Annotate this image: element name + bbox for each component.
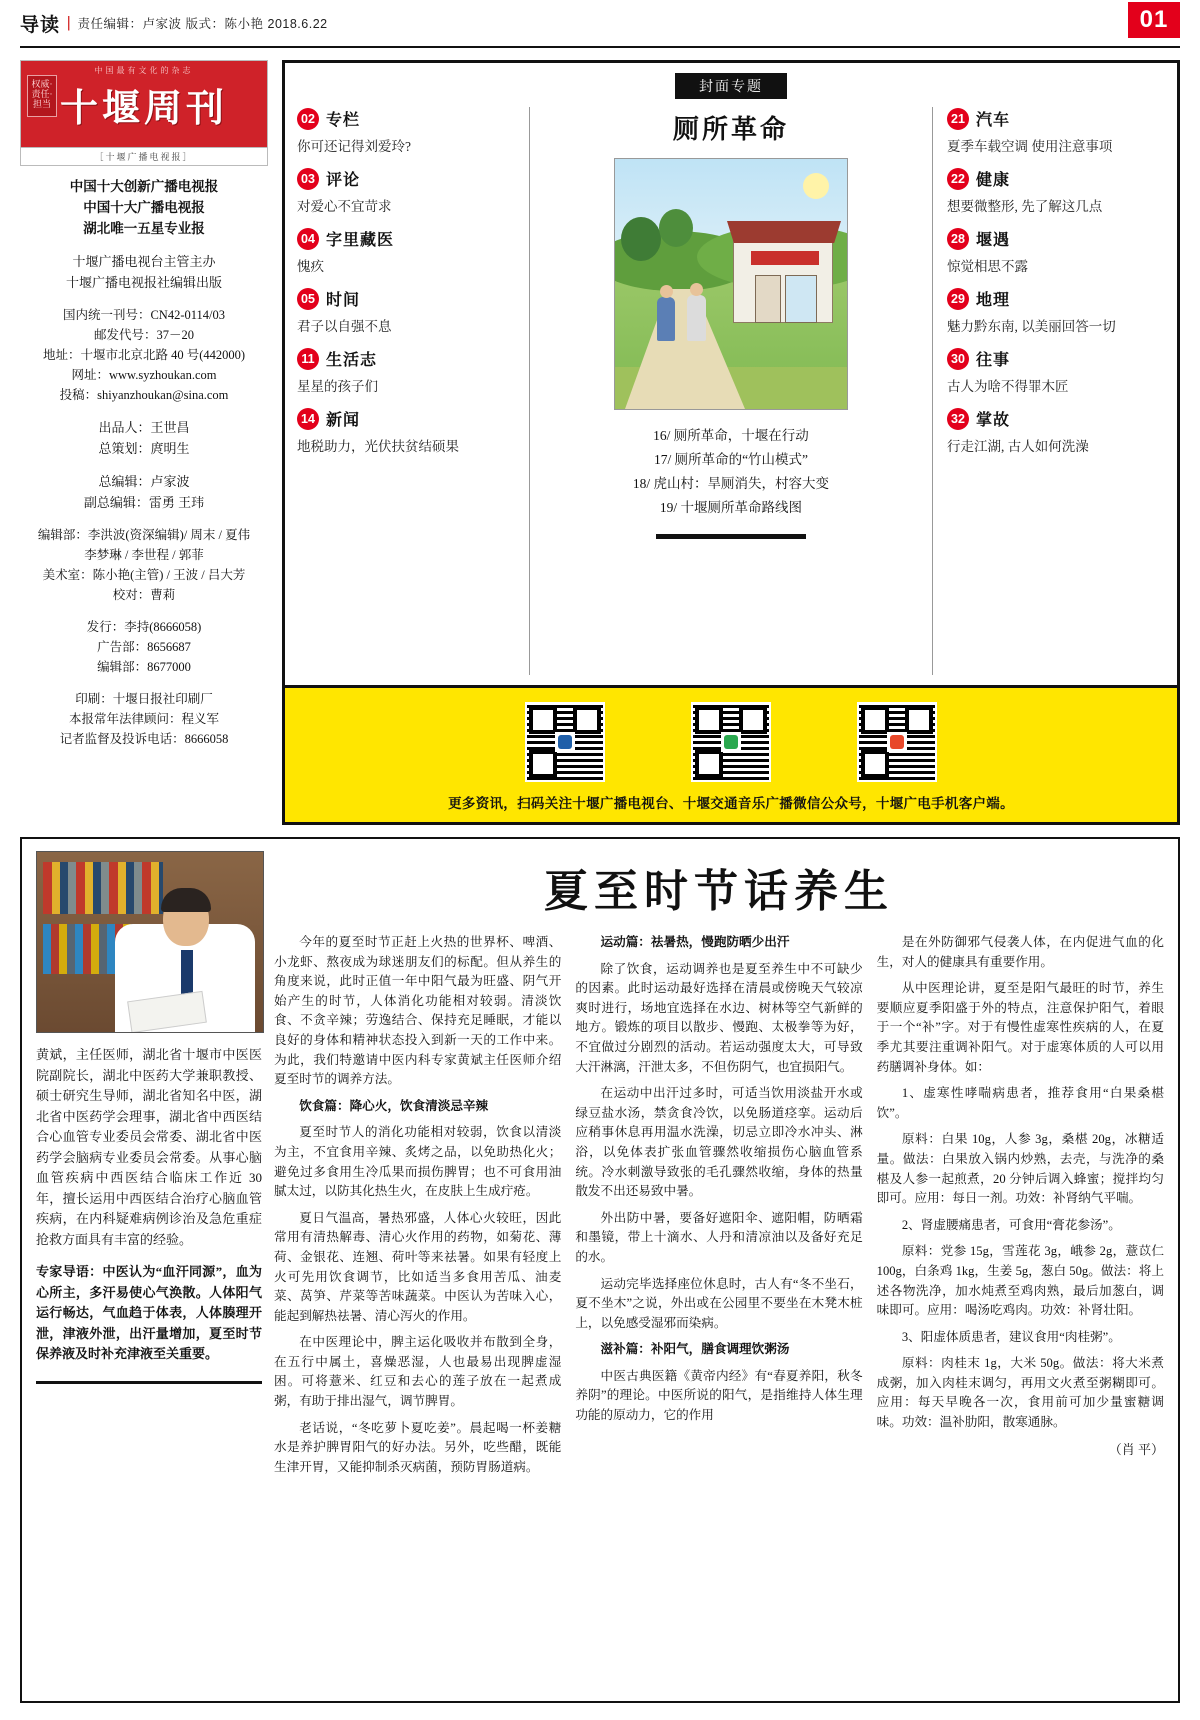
toc-description: 对爱心不宜苛求 xyxy=(297,199,392,214)
header-credits: 责任编辑：卢家波 版式：陈小艳 2018.6.22 xyxy=(77,17,328,31)
feature-article xyxy=(20,837,1180,1703)
contents-left-column xyxy=(297,107,529,675)
meta-line-website: 网址：www.syzhoukan.com xyxy=(71,368,217,382)
toc-entry-head xyxy=(297,107,519,130)
qr-promo-band xyxy=(285,685,1177,822)
page-header xyxy=(20,0,1180,48)
toc-entry-head xyxy=(297,287,519,310)
toc-entry-head xyxy=(297,167,519,190)
expert-bio-column xyxy=(36,851,262,1689)
toc-category: 掌故 xyxy=(976,412,1011,429)
article-column-2 xyxy=(575,933,862,1689)
toc-entry[interactable] xyxy=(947,287,1155,336)
qr-finder-icon xyxy=(695,706,723,734)
magazine-logo xyxy=(20,60,268,148)
toc-category: 专栏 xyxy=(326,112,361,129)
article-paragraph: 是在外防御邪气侵袭人体，在内促进气血的化生，对人的健康具有重要作用。 xyxy=(876,935,1164,969)
toc-entry-head xyxy=(297,347,519,370)
award-item: 中国十大创新广播电视报 xyxy=(69,179,219,194)
article-subheading: 滋补篇：补阳气，膳食调理饮粥汤 xyxy=(600,1342,790,1357)
qr-finder-icon xyxy=(861,750,889,778)
qr-finder-icon xyxy=(529,750,557,778)
article-columns xyxy=(274,933,1164,1689)
meta-line-email: 投稿：shiyanzhoukan@sina.com xyxy=(59,388,229,402)
toc-description: 星星的孩子们 xyxy=(297,379,378,394)
publisher-line: 十堰广播电视报社编辑出版 xyxy=(65,275,222,290)
article-paragraph: 中医古典医籍《黄帝内经》有“春夏养阳，秋冬养阴”的理论。中医所说的阳气，是指维持人体生理功能的原动力，它的作用 xyxy=(575,1368,863,1423)
person-head xyxy=(690,283,703,296)
contact-list xyxy=(20,617,268,677)
toc-category: 健康 xyxy=(976,172,1011,189)
staff-line: 编辑部：李洪波(资深编辑)/ 周末 / 夏伟 xyxy=(37,528,251,542)
leadership-line: 出品人：王世昌 xyxy=(98,420,190,435)
toc-description: 古人为啥不得罪木匠 xyxy=(947,379,1069,394)
qr-logo-icon xyxy=(555,732,575,752)
contents-right-column xyxy=(933,107,1165,675)
sun-icon xyxy=(803,173,829,199)
article-paragraph: 夏日气温高，暑热邪盛，人体心火较旺，因此常用有清热解毒、清心火作用的药物，如菊花、薄荷、金银花、连翘、荷叶等来祛暑。如果有轻度上火可先用饮食调节，比如适当多食用苦瓜、油麦菜、莴笋、芹菜等苦味蔬菜。中医认为苦味入心，能起到解热祛暑、清心泻火的作用。 xyxy=(274,1210,562,1323)
toc-entry[interactable] xyxy=(947,407,1155,456)
toc-description: 地税助力，光伏扶贫结硕果 xyxy=(297,439,459,454)
toc-category: 汽车 xyxy=(976,112,1011,129)
toc-entry[interactable] xyxy=(947,167,1155,216)
toc-category: 字里藏医 xyxy=(326,232,395,249)
decorative-rule xyxy=(656,534,806,539)
toc-description: 惊觉相思不露 xyxy=(947,259,1028,274)
article-paragraph: 原料：白果 10g，人参 3g，桑椹 20g，冰糖适量。做法：白果放入锅内炒熟，去壳，与洗净的桑椹及人参一起煎煮，20 分钟后调入蜂蜜；搅拌均匀即可。应用：每日一剂。功效：补肾纳气平喘。 xyxy=(876,1132,1164,1206)
toc-entry[interactable] xyxy=(947,227,1155,276)
article-column-3 xyxy=(877,933,1164,1689)
toilet-building xyxy=(733,237,833,323)
article-paragraph: 原料：党参 15g，雪莲花 3g，峨参 2g，薏苡仁 100g，白条鸡 1kg，生姜 5g，葱白 50g。做法：将上述各物洗净，加水炖煮至鸡肉熟，最后加葱白，调味即可。应用：喝汤吃鸡肉。功效：补肾壮阳。 xyxy=(876,1244,1164,1318)
toc-page-badge: 04 xyxy=(297,228,319,250)
leadership-list xyxy=(20,417,268,459)
toc-page-badge: 32 xyxy=(947,408,969,430)
toc-entry[interactable] xyxy=(297,287,519,336)
editor-line: 总编辑：卢家波 xyxy=(98,474,190,489)
toc-entry[interactable] xyxy=(947,107,1155,156)
toc-entry-head xyxy=(297,227,519,250)
award-item: 湖北唯一五星专业报 xyxy=(83,221,205,236)
article-paragraph: 原料：肉桂末 1g，大米 50g。做法：将大米煮成粥，加入肉桂末调匀，再用文火煮至粥糊即可。应用：每天早晚各一次，食用前可加少量蜜糖调味。功效：温补肋阳，散寒通脉。 xyxy=(876,1356,1164,1430)
building-roof xyxy=(727,221,841,243)
section-title: 导读 xyxy=(20,14,61,36)
article-paragraph: 在中医理论中，脾主运化吸收并布散到全身，在五行中属土，喜燥恶湿，人也最易出现脾虚湿困。可将薏米、红豆和去心的莲子放在一起煮成粥，有助于排出湿气，调节脾胃。 xyxy=(274,1335,562,1409)
article-byline: （肖 平） xyxy=(1108,1441,1164,1457)
toc-entry-head xyxy=(947,167,1155,190)
toc-category: 评论 xyxy=(326,172,361,189)
header-divider: | xyxy=(67,14,71,31)
publisher-info xyxy=(20,251,268,293)
article-column-1 xyxy=(274,933,561,1689)
toc-category: 地理 xyxy=(976,292,1011,309)
toc-category: 生活志 xyxy=(326,352,378,369)
qr-code-mobile-app[interactable] xyxy=(857,702,937,782)
qr-logo-icon xyxy=(887,732,907,752)
expert-portrait xyxy=(36,851,264,1033)
article-paragraph: 运动完毕选择座位休息时，古人有“冬不坐石，夏不坐木”之说，外出或在公园里不要坐在木凳木桩上，以免感受湿邪而染病。 xyxy=(575,1276,863,1330)
toc-page-badge: 05 xyxy=(297,288,319,310)
toc-entry[interactable] xyxy=(297,347,519,396)
article-paragraph: 3、阳虚体质患者，建议食用“肉桂粥”。 xyxy=(901,1329,1121,1344)
building-door xyxy=(785,275,817,323)
article-paragraph: 夏至时节人的消化功能相对较弱，饮食以清淡为主，不宜食用辛辣、炙烤之品，以免助热化火；避免过多食用生冷瓜果而损伤脾胃；也不可食用油腻太过，以防其化热生火，在皮肤上生成疔疮。 xyxy=(274,1125,562,1199)
editor-list xyxy=(20,471,268,513)
toc-entry[interactable] xyxy=(297,167,519,216)
cover-feature-column xyxy=(529,107,933,675)
printing-line: 本报常年法律顾问：程义军 xyxy=(68,712,219,726)
toc-category: 堰遇 xyxy=(976,232,1011,249)
logo-subtitle: ［十堰广播电视报］ xyxy=(20,148,268,166)
toc-page-badge: 29 xyxy=(947,288,969,310)
meta-line: 国内统一刊号：CN42-0114/03 xyxy=(62,308,226,322)
qr-caption: 更多资讯，扫码关注十堰广播电视台、十堰交通音乐广播微信公众号，十堰广电手机客户端。 xyxy=(448,796,1014,811)
toc-entry[interactable] xyxy=(297,107,519,156)
toc-description: 愧疚 xyxy=(297,259,324,274)
toc-page-badge: 11 xyxy=(297,348,319,370)
publication-meta xyxy=(20,305,268,405)
building-door xyxy=(755,275,781,323)
cover-feature-tag: 封面专题 xyxy=(675,73,787,99)
qr-finder-icon xyxy=(861,706,889,734)
masthead-column xyxy=(20,60,268,825)
qr-logo-icon xyxy=(721,732,741,752)
article-paragraph: 今年的夏至时节正赶上火热的世界杯、啤酒、小龙虾、熬夜成为球迷朋友们的标配。但从养生的角度来说，此时正值一年中阳气最为旺盛、阴气开始产生的时节，人体消化功能相对较弱。清淡饮食、不贪辛辣；劳逸结合、保持充足睡眠，才能以良好的身体和精神状态投入到新一天的工作中来。为此，我们特邀请中医内科专家黄斌主任医师介绍夏至时节的调养方法。 xyxy=(274,935,562,1087)
books-row xyxy=(43,862,163,914)
printing-list xyxy=(20,689,268,749)
toc-entry[interactable] xyxy=(297,407,519,456)
toc-category: 时间 xyxy=(326,292,361,309)
logo-seal: 权威·责任·担当 xyxy=(27,75,57,117)
toc-entry-head xyxy=(947,347,1155,370)
toc-page-badge: 28 xyxy=(947,228,969,250)
person-figure xyxy=(687,295,706,341)
award-item: 中国十大广播电视报 xyxy=(83,200,205,215)
toc-entry-head xyxy=(947,227,1155,250)
toc-description: 魅力黔东南, 以美丽回答一切 xyxy=(947,319,1116,334)
article-paragraph: 1、虚寒性哮喘病患者，推荐食用“白果桑椹饮”。 xyxy=(876,1086,1164,1120)
cover-feature-title: 厕所革命 xyxy=(672,115,789,144)
qr-finder-icon xyxy=(573,706,601,734)
staff-line: 校对：曹莉 xyxy=(112,588,176,602)
toc-entry[interactable] xyxy=(947,347,1155,396)
contents-box xyxy=(282,60,1180,825)
toc-description: 君子以自强不息 xyxy=(297,319,392,334)
article-paragraph: 2、肾虚腰痛患者，可食用“膏花参汤”。 xyxy=(901,1217,1121,1232)
staff-line: 美术室：陈小艳(主管) / 王波 / 吕大芳 xyxy=(42,568,246,582)
article-body xyxy=(274,851,1164,1689)
leadership-line: 总策划：庹明生 xyxy=(98,441,190,456)
toc-entry[interactable] xyxy=(297,227,519,276)
qr-finder-icon xyxy=(905,706,933,734)
building-sign xyxy=(751,251,819,265)
qr-finder-icon xyxy=(529,706,557,734)
upper-section xyxy=(20,60,1180,825)
toc-entry-head xyxy=(947,287,1155,310)
tree-icon xyxy=(621,217,661,261)
feature-line: 17/ 厕所革命的“竹山模式” xyxy=(653,452,809,467)
toc-page-badge: 30 xyxy=(947,348,969,370)
person-head xyxy=(660,285,673,298)
toc-entry-head xyxy=(947,107,1155,130)
qr-finder-icon xyxy=(695,750,723,778)
toc-page-badge: 22 xyxy=(947,168,969,190)
cover-feature-list xyxy=(540,424,922,520)
toc-page-badge: 14 xyxy=(297,408,319,430)
toc-category: 新闻 xyxy=(326,412,361,429)
feature-line: 16/ 厕所革命，十堰在行动 xyxy=(653,428,809,443)
logo-tagline: 中国最有文化的杂志 xyxy=(94,66,194,75)
article-subheading: 运动篇：祛暑热，慢跑防晒少出汗 xyxy=(600,935,790,949)
toc-page-badge: 02 xyxy=(297,108,319,130)
logo-title: 十堰周刊 xyxy=(59,87,228,130)
article-paragraph: 老话说，“冬吃萝卜夏吃姜”。晨起喝一杯姜糖水是养护脾胃阳气的好办法。另外，吃些醋，既能生津开胃，又能抑制杀灭病菌，预防胃肠道病。 xyxy=(274,1420,562,1474)
meta-line: 邮发代号：37－20 xyxy=(93,328,194,342)
bio-divider xyxy=(36,1381,262,1384)
article-paragraph: 在运动中出汗过多时，可适当饮用淡盐开水或绿豆盐水汤，禁贪食冷饮，以免肠道痉挛。运动后应稍事休息再用温水洗澡，切忌立即冷水冲头、淋浴，以免体表扩张血管骤然收缩损伤心脑血管系统。冷水刺激导致张的毛孔骤然收缩，身体的热量散发不出还易致中暑。 xyxy=(575,1086,863,1199)
staff-list xyxy=(20,525,268,605)
awards-list xyxy=(20,176,268,239)
printing-line: 印刷：十堰日报社印刷厂 xyxy=(75,692,213,706)
staff-line: 李梦琳 / 李世程 / 郭菲 xyxy=(84,548,204,562)
qr-code-tv-station[interactable] xyxy=(525,702,605,782)
printing-line: 记者监督及投诉电话：8666058 xyxy=(59,732,229,746)
meta-line: 地址：十堰市北京北路 40 号(442000) xyxy=(42,348,246,362)
article-paragraph: 外出防中暑，要备好遮阳伞、遮阳帽，防晒霜和墨镜，带上十滴水、人丹和清凉油以及备好充足的水。 xyxy=(575,1210,863,1264)
expert-bio-paragraph: 黄斌，主任医师，湖北省十堰市中医医院副院长，湖北中医药大学兼职教授、硕士研究生导师，湖北省知名中医，湖北省中医药学会理事，湖北省中西医结合心血管专业委员会常委、湖北省中医药学会脑病专业委员会常委。从事心脑血管疾病中西医结合临床工作近 30 年，擅长运用中西医结合治疗心脑血管疾病，在内科疑难病例诊治及急危重症抢救方面具有丰富的经验。 xyxy=(36,1047,262,1247)
tree-icon xyxy=(659,209,693,247)
toc-description: 你可还记得刘爱玲? xyxy=(297,139,411,154)
article-subheading: 饮食篇：降心火，饮食清淡忌辛辣 xyxy=(299,1098,489,1113)
toc-entry-head xyxy=(947,407,1155,430)
toc-category: 往事 xyxy=(976,352,1011,369)
toc-entry-head xyxy=(297,407,519,430)
article-paragraph: 除了饮食，运动调养也是夏至养生中不可缺少的因素。此时运动最好选择在清晨或傍晚天气较凉爽时进行，场地宜选择在水边、树林等空气新鲜的地方。锻炼的项目以散步、慢跑、太极拳等为好，不宜做过分剧烈的活动。若运动强度太大，可导致大汗淋漓，汗泄太多，不但伤阴气，也宜损阳气。 xyxy=(575,961,863,1074)
person-figure xyxy=(657,297,675,341)
feature-line: 18/ 虎山村：旱厕消失，村容大变 xyxy=(632,476,830,491)
contents-columns xyxy=(297,107,1165,675)
contact-line: 编辑部：8677000 xyxy=(97,660,191,674)
article-paragraph: 从中医理论讲，夏至是阳气最旺的时节，养生要顺应夏季阳盛于外的特点，注意保护阳气，着眼于一个“补”字。对于有慢性虚寒性疾病的人，在夏季尤其要注重调补阳气。对于虚寒体质的人可以用药膳调补身体。如： xyxy=(876,981,1164,1074)
toc-description: 夏季车载空调 使用注意事项 xyxy=(947,139,1113,154)
path-shape xyxy=(625,289,745,409)
publisher-line: 十堰广播电视台主管主办 xyxy=(72,254,216,269)
editor-line: 副总编辑：雷勇 王玮 xyxy=(83,495,205,510)
feature-line: 19/ 十堰厕所革命路线图 xyxy=(659,500,803,515)
toc-description: 想要微整形, 先了解这几点 xyxy=(947,199,1103,214)
qr-code-radio[interactable] xyxy=(691,702,771,782)
expert-quote-paragraph: 专家导语：中医认为“血汗同源”，血为心所主，多汗易使心气涣散。人体阳气运行畅达，气血趋于体表，人体腠理开泄，津液外泄，出汗量增加，夏至时节保养液及时补充津液至关重要。 xyxy=(36,1264,262,1361)
cover-illustration xyxy=(614,158,848,410)
contact-line: 发行：李持(8666058) xyxy=(86,620,202,634)
toc-page-badge: 03 xyxy=(297,168,319,190)
article-headline: 夏至时节话养生 xyxy=(544,867,894,916)
qr-finder-icon xyxy=(739,706,767,734)
necktie xyxy=(181,950,193,998)
qr-code-group xyxy=(297,702,1165,782)
toc-description: 行走江湖, 古人如何洗澡 xyxy=(947,439,1089,454)
toc-page-badge: 21 xyxy=(947,108,969,130)
contact-line: 广告部：8656687 xyxy=(97,640,191,654)
page-number-badge: 01 xyxy=(1128,2,1180,38)
